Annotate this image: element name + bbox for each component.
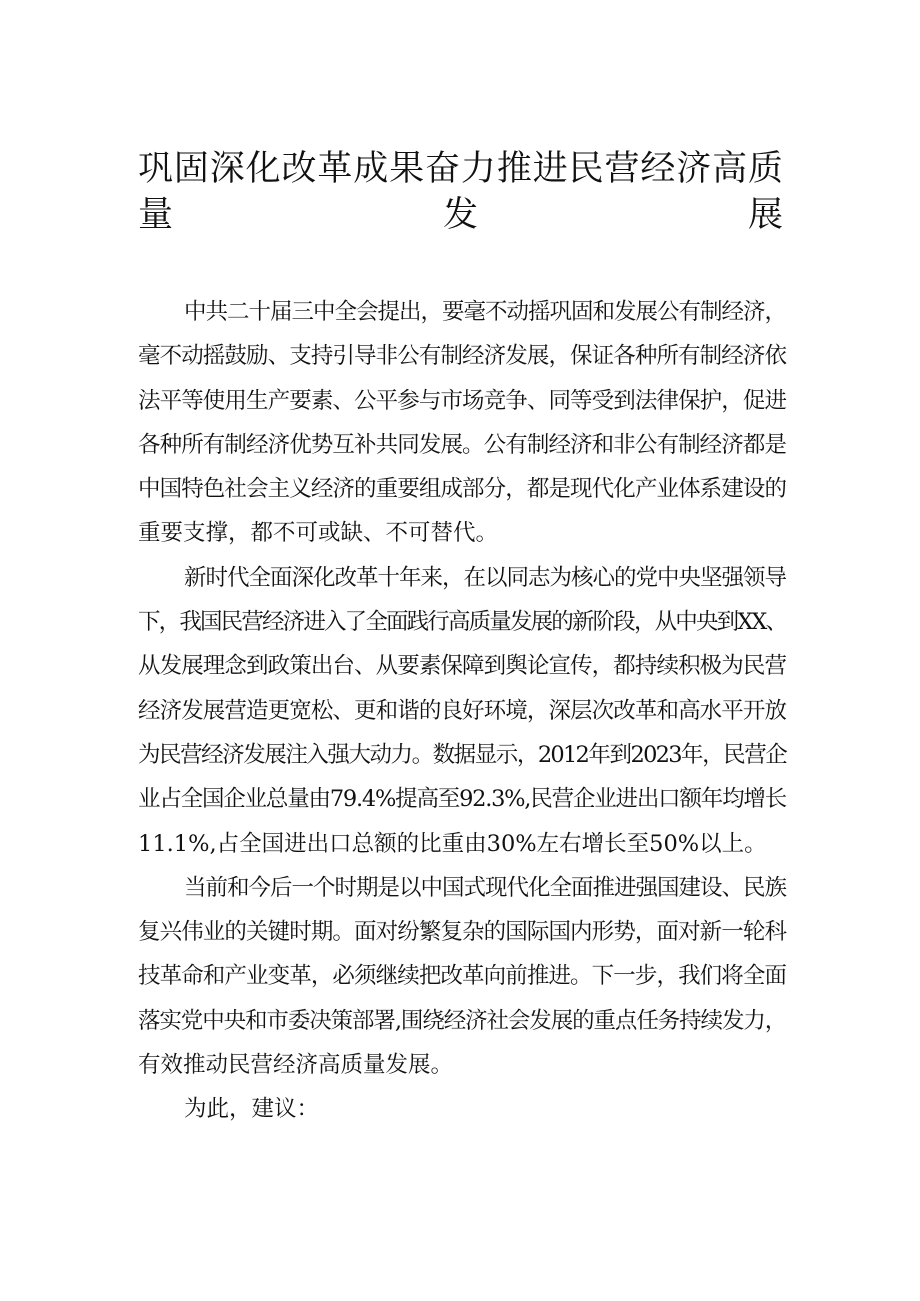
paragraph-2 bbox=[138, 556, 786, 866]
document-body bbox=[138, 290, 786, 1132]
text-line: 落实党中央和市委决策部署,围绕经济社会发展的重点任务持续发力， bbox=[138, 1007, 786, 1034]
text-line: 新时代全面深化改革十年来，在以同志为核心的党中央坚强领导 bbox=[184, 564, 787, 591]
text-line: 法平等使用生产要素、公平参与市场竞争、同等受到法律保护，促进 bbox=[138, 387, 786, 414]
text-line: 中国特色社会主义经济的重要组成部分，都是现代化产业体系建设的 bbox=[138, 476, 786, 503]
text-line: 复兴伟业的关键时期。面对纷繁复杂的国际国内形势，面对新一轮科 bbox=[138, 919, 786, 946]
text-line: 11.1%,占全国进出口总额的比重由30%左右增长至50%以上。 bbox=[138, 830, 767, 857]
text-line: 业占全国企业总量由79.4%提高至92.3%,民营企业进出口额年均增长 bbox=[138, 786, 786, 813]
text-line: 毫不动摇鼓励、支持引导非公有制经济发展，保证各种所有制经济依 bbox=[138, 343, 786, 370]
text-line: 从发展理念到政策出台、从要素保障到舆论宣传，都持续积极为民营 bbox=[138, 653, 786, 680]
text-line: 当前和今后一个时期是以中国式现代化全面推进强国建设、民族 bbox=[184, 874, 787, 901]
text-line: 经济发展营造更宽松、更和谐的良好环境，深层次改革和高水平开放 bbox=[138, 697, 786, 724]
text-line: 为民营经济发展注入强大动力。数据显示，2012年到2023年，民营企 bbox=[138, 741, 786, 768]
title-line: 量发展 bbox=[138, 195, 782, 235]
document-title bbox=[138, 146, 782, 238]
text-line: 中共二十届三中全会提出，要毫不动摇巩固和发展公有制经济， bbox=[184, 299, 787, 325]
text-line: 各种所有制经济优势互补共同发展。公有制经济和非公有制经济都是 bbox=[138, 431, 786, 458]
paragraph-4 bbox=[138, 1087, 786, 1131]
text-line: 重要支撑，都不可或缺、不可替代。 bbox=[138, 520, 499, 547]
text-line: 下，我国民营经济进入了全面践行高质量发展的新阶段，从中央到XX、 bbox=[138, 609, 786, 636]
text-line: 技革命和产业变革，必须继续把改革向前推进。下一步，我们将全面 bbox=[138, 963, 786, 990]
title-line: 巩固深化改革成果奋力推进民营经济高质 bbox=[138, 149, 782, 189]
paragraph-1 bbox=[138, 290, 786, 556]
text-line: 为此，建议： bbox=[184, 1096, 320, 1123]
paragraph-3 bbox=[138, 866, 786, 1087]
text-line: 有效推动民营经济高质量发展。 bbox=[138, 1052, 454, 1079]
